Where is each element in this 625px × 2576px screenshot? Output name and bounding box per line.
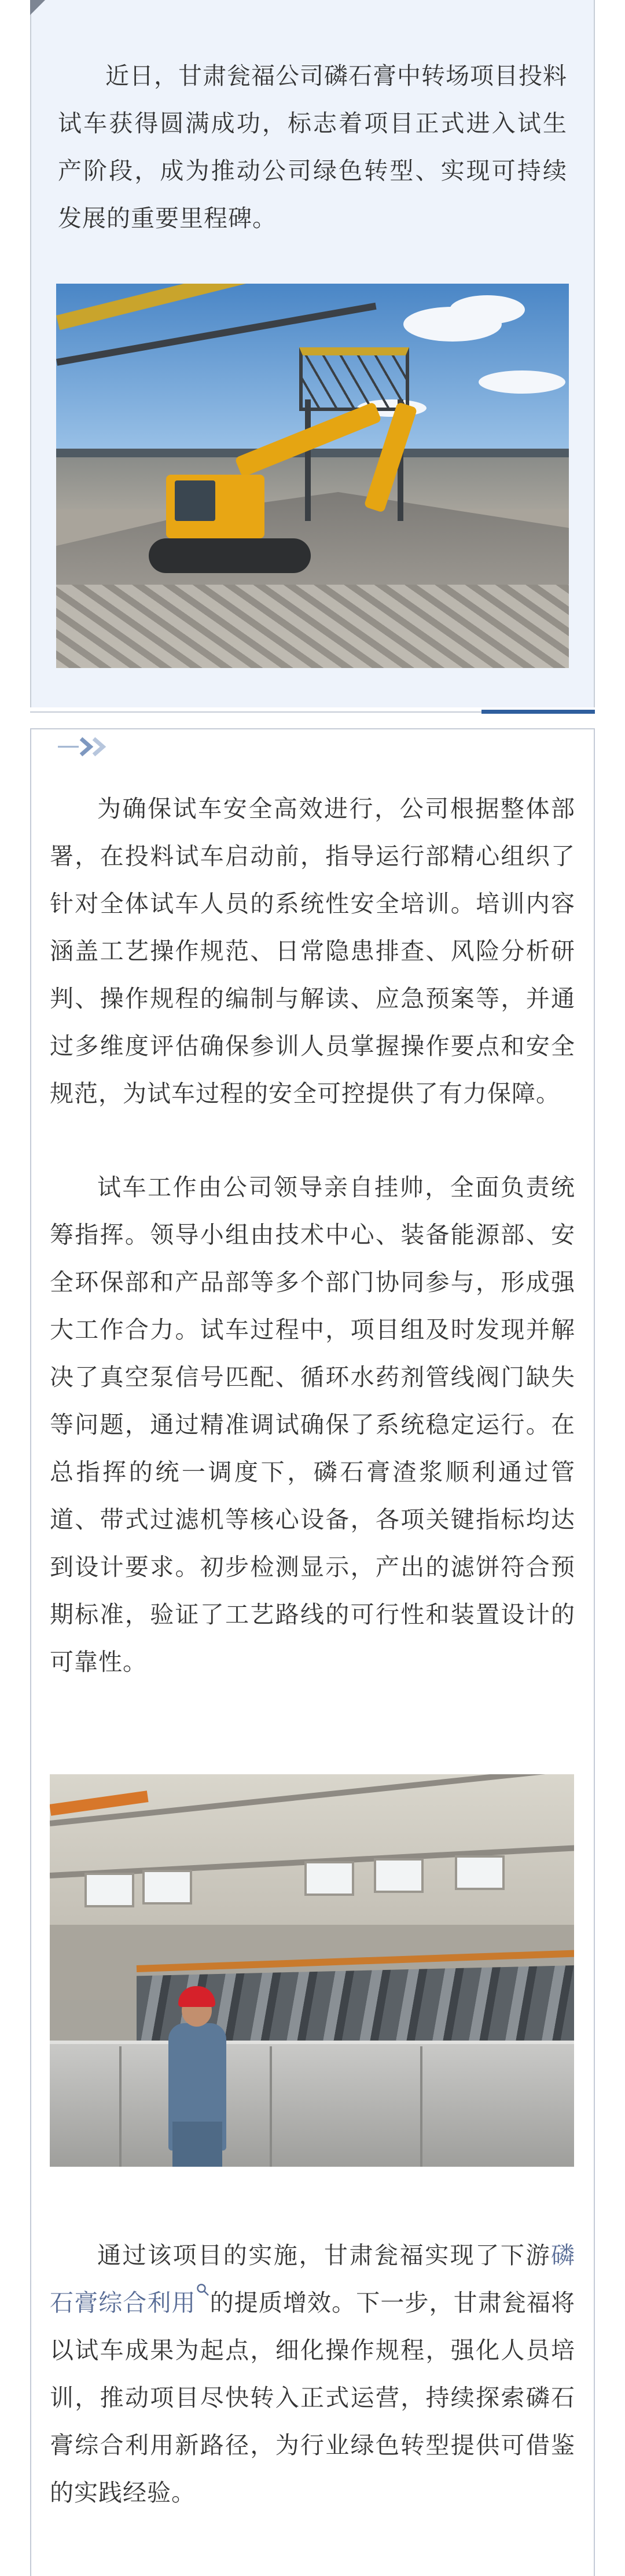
outlook-text-before: 通过该项目的实施，甘肃瓮福实现了下游 [97, 2241, 551, 2269]
factory-worker-photo [50, 1774, 574, 2167]
comprehensive-utilization-link[interactable]: 磷石膏综合利用 [50, 2241, 575, 2317]
training-paragraph: 为确保试车安全高效进行，公司根据整体部署，在投料试车启动前，指导运行部精心组织了针对全体试车人员的系统性安全培训。培训内容涵盖工艺操作规范、日常隐患排查、风险分析研判、操作规程的编制与解读、应急预案等，并通过多维度评估确保参训人员掌握操作要点和安全规范，为试车过程的安全可控提供了有力保障。 [50, 795, 575, 1107]
commissioning-paragraph: 试车工作由公司领导亲自挂帅，全面负责统筹指挥。领导小组由技术中心、装备能源部、安全环保部和产品部等多个部门协同参与，形成强大工作合力。试车过程中，项目组及时发现并解决了真空泵信号匹配、循环水药剂管线阀门缺失等问题，通过精准调试确保了系统稳定运行。在总指挥的统一调度下，磷石膏渣浆顺利通过管道、带式过滤机等核心设备，各项关键指标均达到设计要求。初步检测显示，产出的滤饼符合预期标准，验证了工艺路线的可行性和装置设计的可靠性。 [50, 1173, 575, 1676]
section-divider-accent [481, 710, 595, 714]
search-icon[interactable] [196, 2283, 210, 2298]
excavator-conveyor-photo [56, 284, 569, 668]
double-chevron-icon [58, 735, 111, 758]
section-divider [30, 711, 481, 713]
corner-decoration [30, 0, 45, 15]
intro-paragraph: 近日，甘肃瓮福公司磷石膏中转场项目投料试车获得圆满成功，标志着项目正式进入试生产阶段，成为推动公司绿色转型、实现可持续发展的重要里程碑。 [58, 62, 567, 232]
outlook-paragraph [50, 2232, 575, 2516]
outlook-text-after: 的提质增效。下一步，甘肃瓮福将以试车成果为起点，细化操作规程，强化人员培训，推动项目尽快转入正式运营，持续探索磷石膏综合利用新路径，为行业绿色转型提供可借鉴的实践经验。 [50, 2289, 576, 2507]
